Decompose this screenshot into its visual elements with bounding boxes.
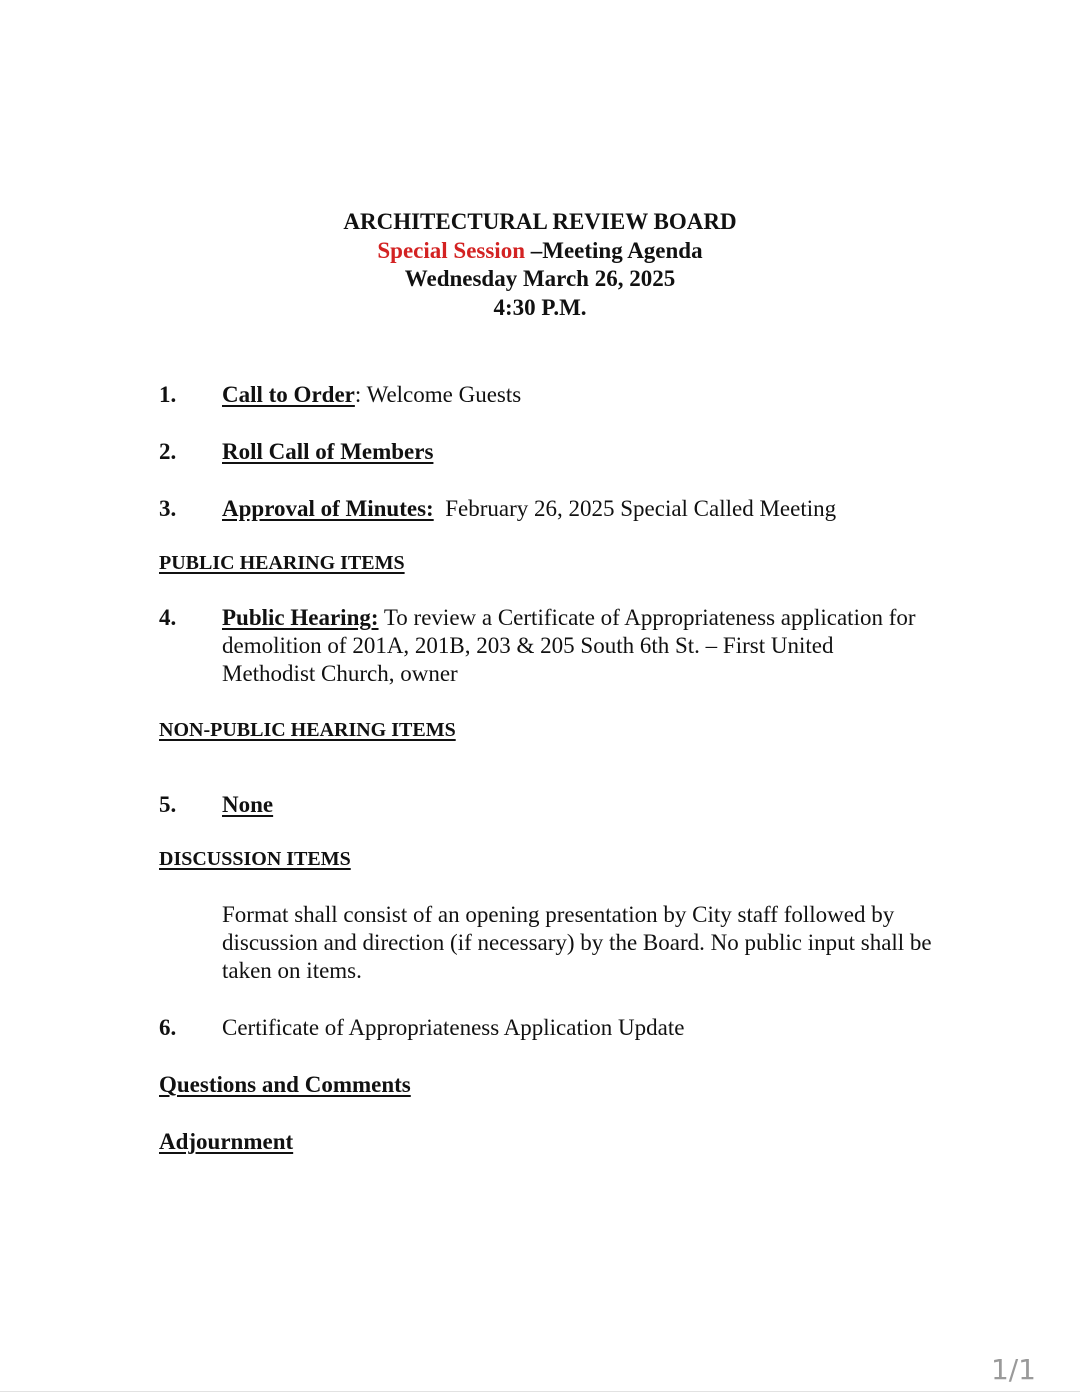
section-discussion: DISCUSSION ITEMS [159, 848, 351, 870]
item-text: February 26, 2025 Special Called Meeting [433, 496, 837, 521]
item-label: None [222, 792, 274, 817]
section-questions-comments: Questions and Comments [159, 1072, 411, 1097]
item-number: 6. [159, 1015, 177, 1040]
page-indicator: 1/1 [990, 1353, 1036, 1386]
agenda-header [0, 208, 1080, 322]
item-separator: : [354, 382, 362, 407]
item-number: 3. [159, 496, 177, 521]
session-title [0, 237, 1080, 266]
meeting-time: 4:30 P.M. [493, 294, 587, 320]
item-number: 4. [159, 605, 177, 630]
item-number: 5. [159, 792, 177, 817]
page-bottom-divider [0, 1391, 1080, 1392]
section-adjournment: Adjournment [159, 1129, 294, 1154]
section-public-hearing: PUBLIC HEARING ITEMS [159, 552, 405, 574]
item-number: 1. [159, 382, 177, 407]
item-label: Public Hearing: [222, 605, 379, 630]
item-text: Certificate of Appropriateness Application Update [222, 1015, 685, 1040]
board-title: ARCHITECTURAL REVIEW BOARD [343, 209, 737, 234]
section-non-public-hearing: NON-PUBLIC HEARING ITEMS [159, 719, 456, 741]
discussion-note: Format shall consist of an opening presentation by City staff followed by discussion and direction (if necessary) by the Board. No public input shall be taken on items. [222, 902, 932, 983]
item-number: 2. [159, 439, 177, 464]
item-label: Approval of Minutes: [222, 496, 434, 521]
meeting-date: Wednesday March 26, 2025 [404, 266, 676, 291]
item-text: To review a Certificate of Appropriateness application for demolition of 201A, 201B, 203 & 205 South 6th St. – First United Methodist Church, owner [222, 605, 916, 686]
meeting-agenda-label: –Meeting Agenda [525, 237, 703, 263]
item-text: Welcome Guests [361, 382, 522, 407]
item-label: Call to Order [222, 382, 355, 407]
item-label: Roll Call of Members [222, 439, 434, 464]
special-session-label: Special Session [377, 237, 525, 263]
